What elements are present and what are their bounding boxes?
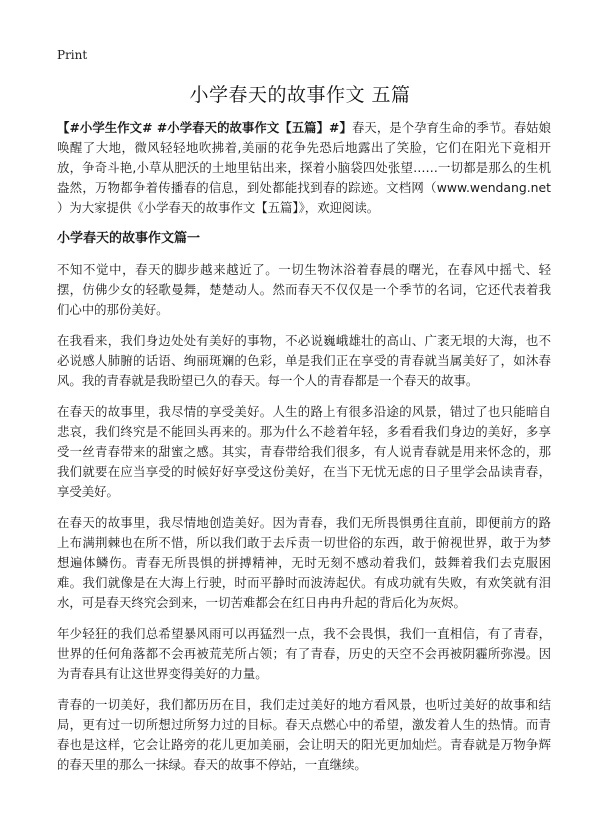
body-paragraph-2: 在我看来，我们身边处处有美好的事物，不必说巍峨雄壮的高山、广袤无垠的大海，也不必说感人肺腑的话语、绚丽斑斓的色彩，单是我们正在享受的青春就当属美好了，如沐春风。我的青春就是我盼望已久的春天。每一个人的青春都是一个春天的故事。 — [57, 333, 551, 388]
section-heading: 小学春天的故事作文篇一 — [57, 231, 201, 246]
intro-text: 春天，是个孕育生命的季节。春姑娘唤醒了大地，微风轻轻地吹拂着,美丽的花争先恐后地露出了笑脸，它们在阳光下竟相开放，争奇斗艳,小草从肥沃的土地里钻出来，探着小脑袋四处张望……一切都是那么的生机盎然，万物都争着传播春的信息，到处都能找到春的踪迹。文档网（www.wendang.net ）为大家提供《小学春天的故事作文【五篇】》，欢迎阅读。 — [57, 120, 552, 215]
article-body — [57, 118, 551, 786]
intro-tag: 【#小学生作文# #小学春天的故事作文【五篇】#】 — [57, 120, 352, 135]
body-paragraph-3: 在春天的故事里，我尽情的享受美好。人生的路上有很多沿途的风景，错过了也只能暗自悲哀，我们终究是不能回头再来的。那为什么不趁着年轻，多看看我们身边的美好，多享受一丝青春带来的甜蜜之感。其实，青春带给我们很多，有人说青春就是用来怀念的，那我们就要在应当享受的时候好好享受这份美好，在当下无忧无虑的日子里学会品读青春，享受美好。 — [57, 404, 551, 499]
page-title: 小学春天的故事作文 五篇 — [189, 84, 411, 106]
body-paragraph-6: 青春的一切美好，我们都历历在目，我们走过美好的地方看风景，也听过美好的故事和结局，更有过一切所想过所努力过的目标。春天点燃心中的希望，激发着人生的热情。而青春也是这样，它会让路旁的花儿更加美丽，会让明天的阳光更加灿烂。青春就是万物争辉的春天里的那么一抹绿。春天的故事不停站，一直继续。 — [57, 697, 551, 772]
intro-paragraph — [57, 118, 551, 218]
body-paragraph-5: 年少轻狂的我们总希望暴风雨可以再猛烈一点，我不会畏惧，我们一直相信，有了青春，世界的任何角落都不会再被荒芜所占领；有了青春，历史的天空不会再被阴霾所弥漫。因为青春具有让这世界变得美好的力量。 — [57, 626, 551, 681]
body-paragraph-4: 在春天的故事里，我尽情地创造美好。因为青春，我们无所畏惧勇往直前，即便前方的路上布满荆棘也在所不惜，所以我们敢于去斥责一切世俗的东西，敢于俯视世界，敢于为梦想遍体鳞伤。青春无所畏惧的拼搏精神，无时无刻不感动着我们，鼓舞着我们去克服困难。我们就像是在大海上行驶，时而平静时而波涛起伏。有成功就有失败，有欢笑就有泪水，可是春天终究会到来，一切苦难都会在红日冉冉升起的背后化为灰烬。 — [57, 515, 551, 610]
body-paragraph-1: 不知不觉中，春天的脚步越来越近了。一切生物沐浴着春晨的曙光，在春风中摇弋、轻摆，仿佛少女的轻歌曼舞，楚楚动人。然而春天不仅仅是一个季节的名词，它还代表着我们心中的那份美好。 — [57, 262, 551, 317]
print-link[interactable]: Print — [57, 48, 88, 62]
